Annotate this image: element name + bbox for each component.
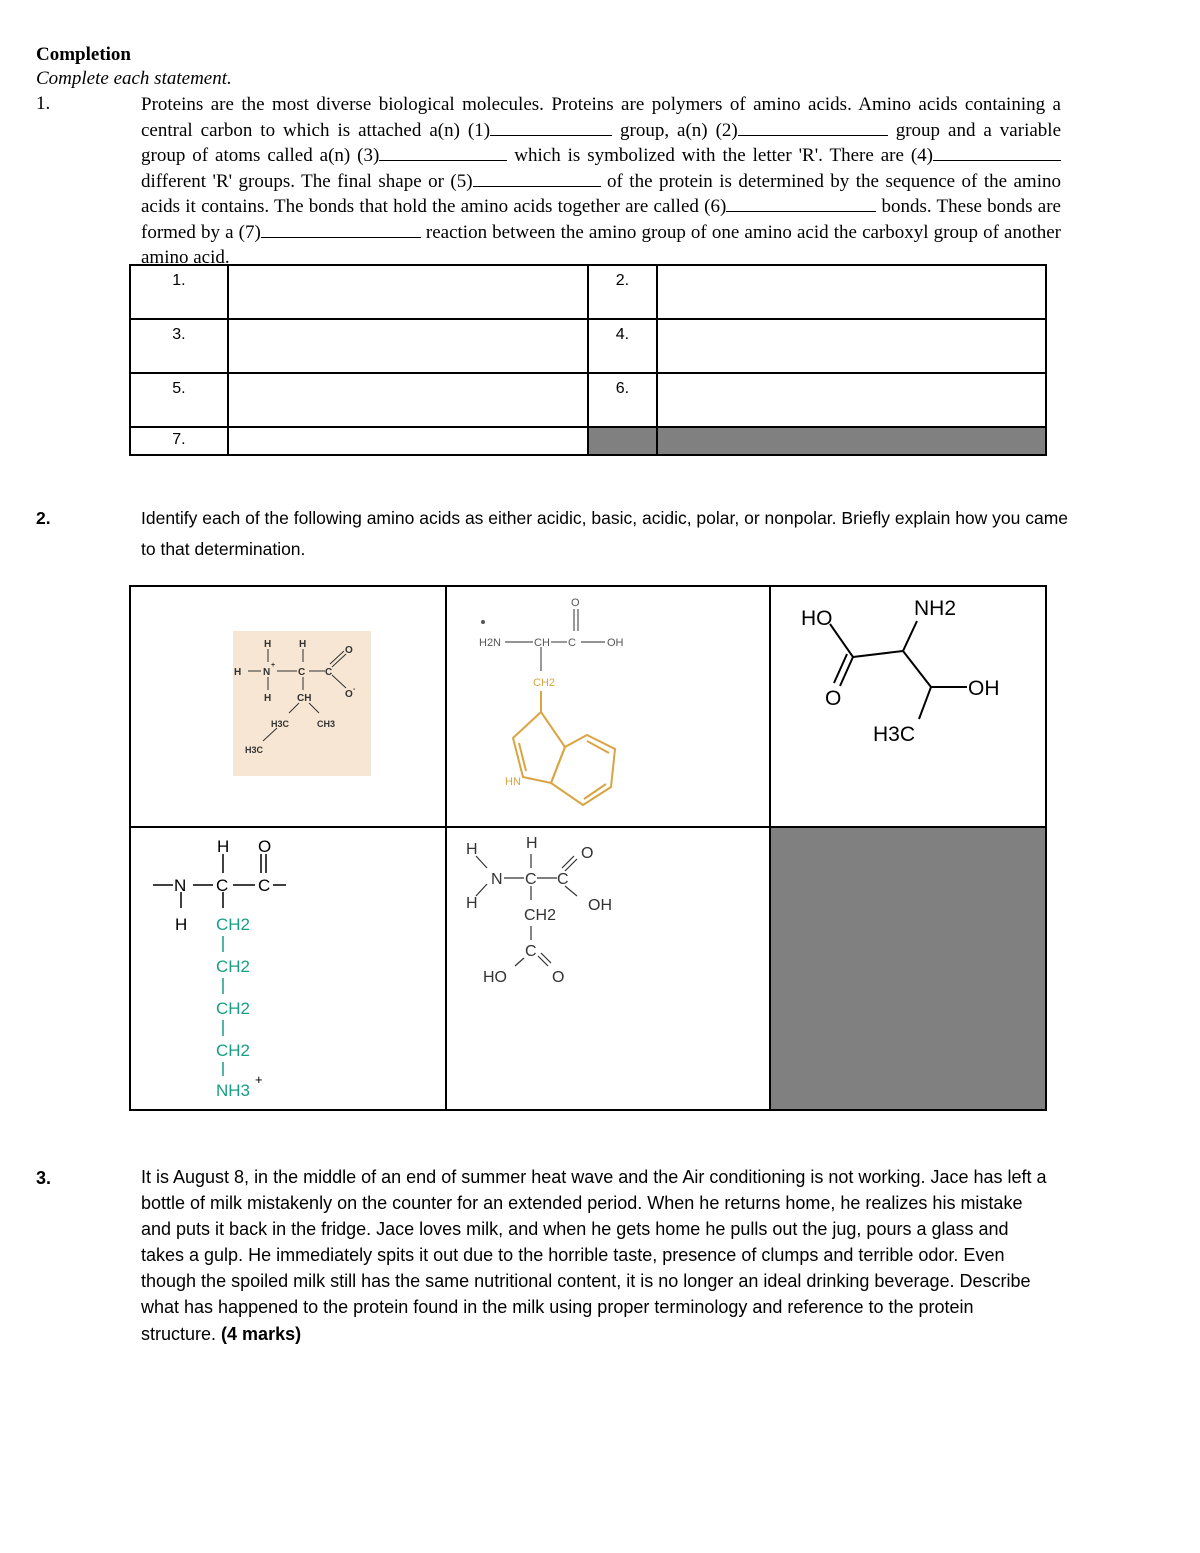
answer-cell-5[interactable] — [228, 373, 588, 427]
aspartate-label: H — [466, 895, 478, 912]
answer-cell-2[interactable] — [657, 265, 1046, 319]
tryptophan-label: CH — [534, 637, 550, 649]
molecule-cell[interactable] — [445, 585, 771, 828]
aspartate-structure — [447, 828, 769, 1109]
blank-3[interactable] — [379, 143, 507, 161]
answer-label: 6. — [588, 373, 657, 427]
threonine-label: O — [825, 687, 842, 710]
lysine-label: O — [258, 837, 272, 856]
q3-paragraph — [141, 1164, 1053, 1347]
lysine-label: CH2 — [216, 1041, 251, 1060]
aspartate-label: C — [525, 871, 537, 888]
lysine-label: H — [175, 915, 188, 934]
lysine-structure — [131, 828, 445, 1109]
lysine-label: C — [258, 876, 271, 895]
q3-text: It is August 8, in the middle of an end of summer heat wave and the Air conditioning is not working. Jace has left a bottle of milk mistakenly on the counter for an extended period. When he returns home, he realizes his mistake and puts it back in the fridge. Jace loves milk, and when he gets home he pulls out the jug, pours a glass and takes a gulp. He immediately spits it out due to the horrible taste, presence of clumps and terrible odor. Even though the spoiled milk still has the same nutritional content, it is no longer an ideal drinking beverage. Describe what has happened to the protein found in the milk using proper terminology and reference to the protein structure. — [141, 1167, 1047, 1344]
q1-number: 1. — [36, 93, 51, 114]
tryptophan-label: OH — [607, 637, 624, 649]
tryptophan-label: HN — [505, 776, 521, 788]
lysine-label: CH2 — [216, 915, 251, 934]
lysine-label: + — [255, 1072, 263, 1087]
aspartate-label: H — [526, 835, 538, 852]
tryptophan-label: C — [568, 637, 576, 649]
answer-label: 1. — [130, 265, 228, 319]
isoleucine-label: O — [345, 689, 353, 700]
q1-text: Proteins are the most diverse biological molecules. Proteins are polymers of amino acids. Amino acids containing a central carbon to which is attached a(n) (1) — [141, 94, 1061, 141]
answer-cell-4[interactable] — [657, 319, 1046, 373]
isoleucine-label: C — [298, 667, 306, 678]
isoleucine-label: CH3 — [317, 719, 336, 729]
q1-text: different 'R' groups. The final shape or (5) — [141, 170, 473, 192]
answer-cell-6[interactable] — [657, 373, 1046, 427]
aspartate-label: HO — [483, 969, 507, 986]
threonine-label: NH2 — [914, 597, 957, 620]
blank-5[interactable] — [473, 169, 601, 187]
answer-table — [129, 264, 1047, 456]
q3-number: 3. — [36, 1168, 52, 1188]
answer-label: 5. — [130, 373, 228, 427]
q1-text: group and a variable group of atoms called a(n) (3) — [141, 119, 1061, 167]
q1-text: of the protein is determined by the sequence of the amino acids it contains. The bonds that hold the amino acids together are called (6) — [141, 170, 1061, 218]
aspartate-label: H — [466, 841, 478, 858]
threonine-label: H3C — [873, 723, 916, 746]
aspartate-label: CH2 — [524, 907, 557, 924]
section-instruction: Complete each statement. — [36, 68, 232, 89]
isoleucine-label: N — [263, 667, 271, 678]
isoleucine-label: H — [264, 693, 272, 704]
isoleucine-label: H3C — [271, 719, 290, 729]
lysine-label: CH2 — [216, 999, 251, 1018]
isoleucine-label: H — [234, 667, 242, 678]
blank-7[interactable] — [261, 220, 421, 238]
answer-label: 2. — [588, 265, 657, 319]
molecule-cell[interactable] — [129, 585, 447, 828]
section-heading: Completion — [36, 44, 131, 65]
isoleucine-label: C — [325, 667, 333, 678]
lysine-label: NH3 — [216, 1081, 251, 1100]
answer-label: 3. — [130, 319, 228, 373]
aspartate-label: N — [491, 871, 503, 888]
q2-text: Identify each of the following amino acids as either acidic, basic, acidic, polar, or nonpolar. Briefly explain how you came to that determination. — [141, 508, 1069, 559]
threonine-structure — [771, 587, 1045, 826]
blank-1[interactable] — [490, 118, 612, 136]
tryptophan-label: H2N — [479, 637, 502, 649]
q3-marks: (4 marks) — [221, 1323, 302, 1344]
isoleucine-label: - — [353, 686, 356, 693]
threonine-label: HO — [801, 607, 833, 630]
isoleucine-structure — [131, 587, 445, 826]
shaded-cell — [657, 427, 1046, 455]
blank-6[interactable] — [726, 194, 876, 212]
isoleucine-label: H — [299, 639, 307, 650]
q1-text: reaction between the amino group of one amino acid the carboxyl group of another amino acid. — [141, 221, 1061, 268]
isoleucine-label: + — [271, 662, 276, 669]
amino-acid-grid — [129, 585, 1047, 1111]
isoleucine-label: H3C — [245, 745, 264, 755]
q1-text: which is symbolized with the letter 'R'. There are (4) — [507, 145, 933, 167]
lysine-label: N — [174, 876, 187, 895]
lysine-label: CH2 — [216, 957, 251, 976]
isoleucine-label: CH — [297, 693, 312, 704]
tryptophan-structure — [447, 587, 769, 826]
aspartate-label: C — [557, 871, 569, 888]
aspartate-label: C — [525, 943, 537, 960]
blank-2[interactable] — [738, 118, 888, 136]
lysine-label: H — [217, 837, 230, 856]
lysine-label: C — [216, 876, 229, 895]
molecule-cell[interactable] — [769, 585, 1047, 828]
answer-cell-1[interactable] — [228, 265, 588, 319]
q1-text: bonds. These bonds are formed by a (7) — [141, 196, 1061, 243]
aspartate-label: O — [552, 969, 565, 986]
answer-cell-7[interactable] — [228, 427, 588, 455]
blank-4[interactable] — [933, 143, 1061, 161]
answer-label: 4. — [588, 319, 657, 373]
shaded-cell — [588, 427, 657, 455]
answer-label: 7. — [130, 427, 228, 455]
q1-paragraph — [141, 93, 1061, 270]
shaded-cell — [769, 826, 1047, 1111]
isoleucine-label: H — [264, 639, 272, 650]
molecule-cell[interactable] — [445, 826, 771, 1111]
isoleucine-label: O — [345, 645, 353, 656]
q1-text: group, a(n) (2) — [612, 119, 738, 141]
tryptophan-label: CH2 — [533, 677, 556, 689]
aspartate-label: O — [581, 845, 594, 862]
threonine-label: OH — [968, 677, 1000, 700]
molecule-cell[interactable] — [129, 826, 447, 1111]
q2-number: 2. — [36, 508, 51, 528]
answer-cell-3[interactable] — [228, 319, 588, 373]
tryptophan-label: O — [571, 597, 580, 609]
aspartate-label: OH — [588, 897, 612, 914]
